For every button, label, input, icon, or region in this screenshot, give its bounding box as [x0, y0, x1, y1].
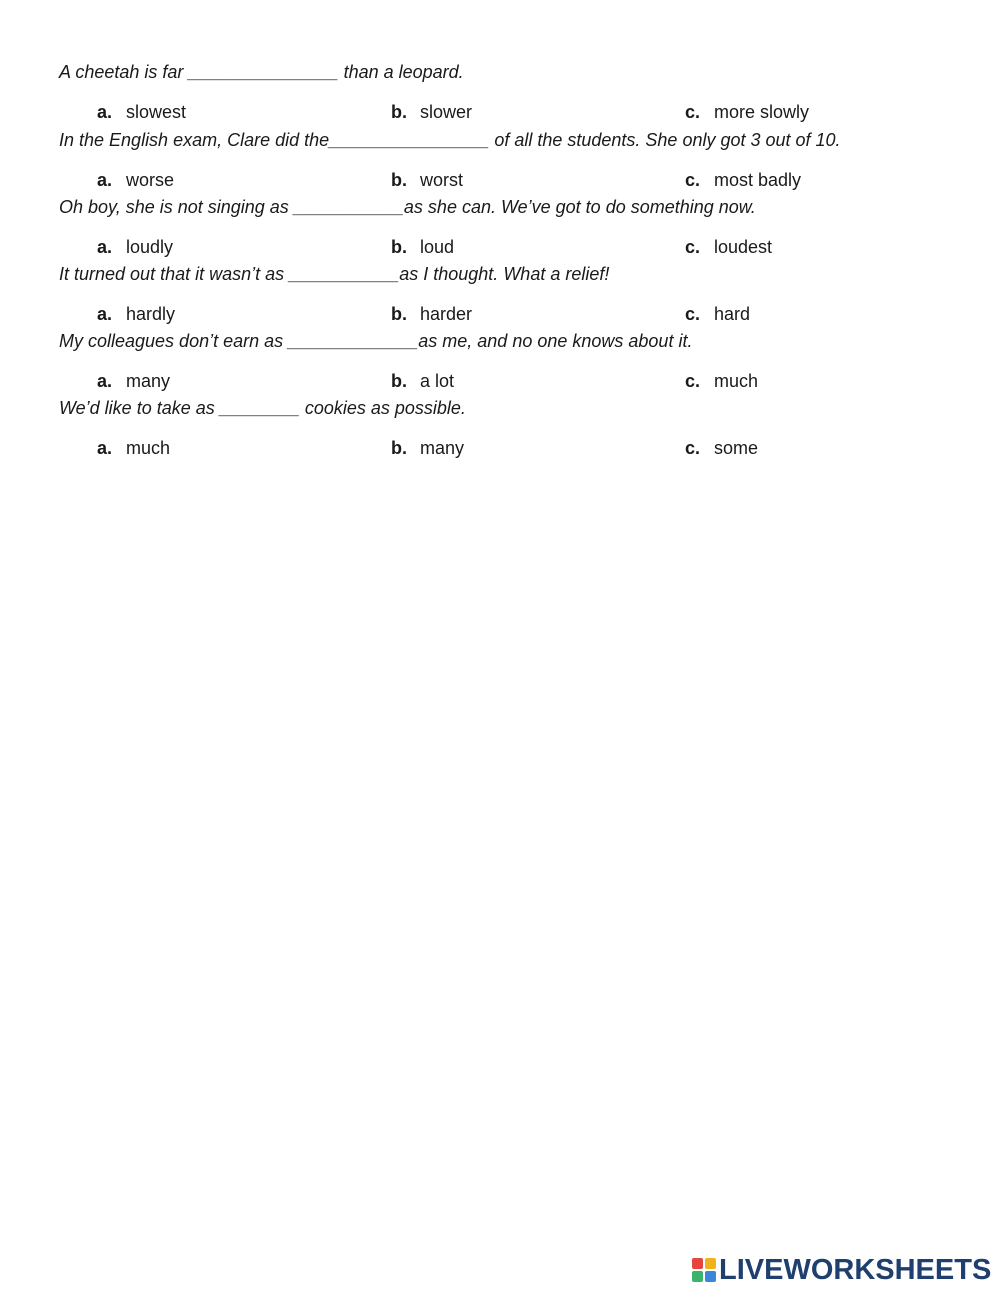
option-text: loud: [420, 237, 455, 257]
liveworksheets-logo-icon: [692, 1258, 716, 1282]
worksheet: [59, 60, 959, 463]
option-text: most badly: [714, 170, 802, 190]
question-prompt: Oh boy, she is not singing as ___________as she can. We’ve got to do something now.: [59, 197, 756, 217]
option-text: much: [714, 371, 759, 391]
option-c[interactable]: [685, 100, 809, 124]
question-prompt: My colleagues don’t earn as _____________as me, and no one knows about it.: [59, 331, 693, 351]
option-letter: a.: [97, 237, 113, 257]
option-b[interactable]: [391, 436, 464, 460]
option-text: much: [126, 438, 171, 458]
option-letter: a.: [97, 371, 113, 391]
option-text: worst: [420, 170, 464, 190]
logo-text: LIVEWORKSHEETS: [719, 1254, 992, 1286]
option-text: many: [126, 371, 171, 391]
logo-tile-red: [692, 1258, 703, 1269]
answer-options: [59, 219, 959, 262]
logo-tile-yellow: [705, 1258, 716, 1269]
answer-options: [59, 286, 959, 329]
option-a[interactable]: [97, 369, 170, 393]
option-text: harder: [420, 304, 473, 324]
option-text: slower: [420, 102, 473, 122]
option-b[interactable]: [391, 302, 472, 326]
option-letter: b.: [391, 237, 407, 257]
option-letter: a.: [97, 304, 113, 324]
question-1: [59, 60, 959, 128]
option-a[interactable]: [97, 436, 170, 460]
option-letter: a.: [97, 170, 113, 190]
question-prompt: A cheetah is far _______________ than a leopard.: [59, 62, 464, 82]
option-letter: a.: [97, 102, 113, 122]
option-c[interactable]: [685, 302, 750, 326]
option-text: loudly: [126, 237, 174, 257]
answer-options: [59, 152, 959, 195]
option-a[interactable]: [97, 100, 186, 124]
liveworksheets-logo: [692, 1256, 991, 1284]
question-5: [59, 329, 959, 396]
option-letter: a.: [97, 438, 113, 458]
option-letter: b.: [391, 170, 407, 190]
question-2: [59, 128, 959, 195]
question-6: [59, 396, 959, 463]
logo-tile-blue: [705, 1271, 716, 1282]
option-letter: c.: [685, 102, 701, 122]
option-text: loudest: [714, 237, 773, 257]
answer-options: [59, 353, 959, 396]
option-a[interactable]: [97, 235, 173, 259]
answer-options: [59, 84, 959, 128]
option-c[interactable]: [685, 436, 758, 460]
option-b[interactable]: [391, 100, 472, 124]
option-letter: c.: [685, 371, 701, 391]
option-text: many: [420, 438, 465, 458]
option-text: slowest: [126, 102, 187, 122]
option-letter: b.: [391, 304, 407, 324]
option-text: hard: [714, 304, 751, 324]
option-text: hardly: [126, 304, 176, 324]
option-text: some: [714, 438, 759, 458]
question-prompt: In the English exam, Clare did the________________ of all the students. She only got 3 out of 10.: [59, 130, 841, 150]
option-letter: b.: [391, 438, 407, 458]
option-text: more slowly: [714, 102, 810, 122]
option-b[interactable]: [391, 168, 463, 192]
question-prompt: It turned out that it wasn’t as ___________as I thought. What a relief!: [59, 264, 610, 284]
option-letter: b.: [391, 371, 407, 391]
option-letter: c.: [685, 304, 701, 324]
option-c[interactable]: [685, 235, 772, 259]
option-c[interactable]: [685, 369, 758, 393]
option-a[interactable]: [97, 302, 175, 326]
answer-options: [59, 420, 959, 463]
option-c[interactable]: [685, 168, 801, 192]
question-3: [59, 195, 959, 262]
option-b[interactable]: [391, 369, 454, 393]
option-text: worse: [126, 170, 175, 190]
option-b[interactable]: [391, 235, 454, 259]
option-letter: b.: [391, 102, 407, 122]
option-letter: c.: [685, 170, 701, 190]
question-4: [59, 262, 959, 329]
option-a[interactable]: [97, 168, 174, 192]
option-text: a lot: [420, 371, 455, 391]
question-prompt: We’d like to take as ________ cookies as possible.: [59, 398, 466, 418]
option-letter: c.: [685, 438, 701, 458]
logo-tile-green: [692, 1271, 703, 1282]
option-letter: c.: [685, 237, 701, 257]
